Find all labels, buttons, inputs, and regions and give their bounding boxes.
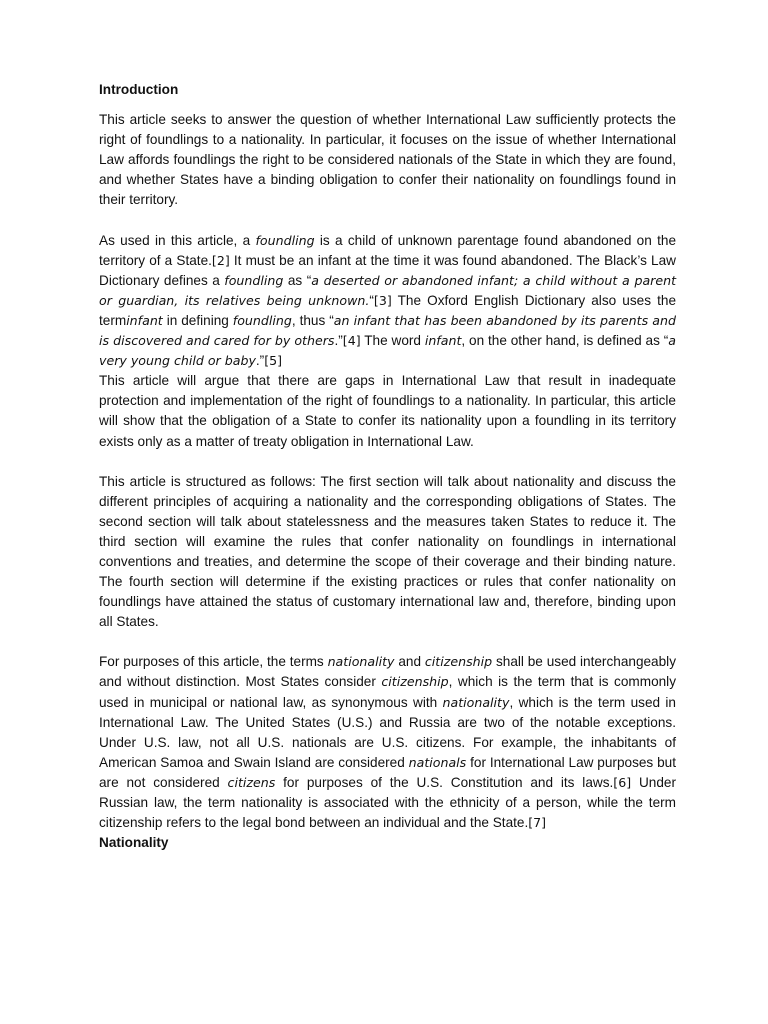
paragraph-spacer (99, 632, 676, 652)
paragraph-spacer (99, 211, 676, 231)
term-infant: infant (424, 333, 462, 349)
quote-infant-definition: a very young child or baby (99, 333, 677, 369)
paragraph-argument: This article will argue that there are gaps in International Law that result in inadequate protection and implementation of the right of foundlings to a nationality. In particular, this article will show that the obligation of a State to confer its nationality upon a foundling in its territory exists only as a matter of treaty obligation in International Law. (99, 373, 676, 449)
heading-nationality: Nationality (99, 835, 169, 851)
footnote-ref-6[interactable]: [6] (613, 774, 632, 790)
term-citizens: citizens (227, 774, 276, 790)
quote-blacks-law: a deserted or abandoned infant; a child without a parent or guardian, its relatives being unknown. (99, 272, 677, 308)
term-nationality: nationality (442, 694, 510, 710)
term-nationals: nationals (408, 754, 467, 770)
document-page (99, 80, 676, 853)
heading-introduction: Introduction (99, 82, 179, 97)
term-foundling: foundling (232, 312, 292, 328)
paragraph-terms: For purposes of this article, the terms nationality and citizenship shall be used interchangeably and without distinction. Most States consider citizenship, which is the term that is commonly used in municipal or national law, as synonymous with nationality, which is the term used in International Law. The United States (U.S.) and Russia are two of the notable exceptions. Under U.S. law, not all U.S. nationals are U.S. citizens. For example, the inhabitants of American Samoa and Swain Island are considered nationals for International Law purposes but are not considered citizens for purposes of the U.S. Constitution and its laws.[6] Under Russian law, the term nationality is associated with the ethnicity of a person, while the term citizenship refers to the legal bond between an individual and the State.[7] (99, 654, 677, 831)
paragraph-purpose: This article seeks to answer the question of whether International Law sufficiently protects the right of foundlings to a nationality. In particular, it focuses on the issue of whether International Law affords foundlings the right to be considered nationals of the State in which they are found, and whether States have a binding obligation to confer their nationality on foundlings found in their territory. (99, 112, 676, 208)
footnote-ref-4[interactable]: [4] (342, 333, 361, 349)
term-nationality: nationality (327, 654, 395, 670)
footnote-ref-7[interactable]: [7] (528, 815, 547, 831)
paragraph-spacer (99, 452, 676, 472)
quote-oxford: an infant that has been abandoned by its parents and is discovered and cared for by others (99, 312, 676, 349)
term-foundling: foundling (255, 232, 315, 248)
term-citizenship: citizenship (424, 654, 493, 670)
footnote-ref-5[interactable]: [5] (264, 353, 283, 369)
term-citizenship: citizenship (381, 674, 449, 690)
paragraph-definition: As used in this article, a foundling is a child of unknown parentage found abandoned on the territory of a State.[2] It must be an infant at the time it was found abandoned. The Black’s Law Dictionary defines a foundling as “a deserted or abandoned infant; a child without a parent or guardian, its relatives being unknown.“[3] The Oxford English Dictionary also uses the terminfant in defining foundling, thus “an infant that has been abandoned by its parents and is discovered and cared for by others.”[4] The word infant, on the other hand, is defined as “a very young child or baby.”[5] (99, 232, 677, 369)
footnote-ref-3[interactable]: [3] (373, 292, 392, 308)
term-infant: infant (126, 312, 163, 328)
term-foundling: foundling (224, 272, 284, 288)
footnote-ref-2[interactable]: [2] (211, 252, 230, 268)
paragraph-structure: This article is structured as follows: The first section will talk about nationality and discuss the different principles of acquiring a nationality and the corresponding obligations of States. The second section will talk about statelessness and the measures taken States to reduce it. The third section will examine the rules that confer nationality on foundlings in international conventions and treaties, and determine the scope of their coverage and their binding nature. The fourth section will determine if the existing practices or rules that confer nationality on foundlings have attained the status of customary international law and, therefore, binding upon all States. (99, 473, 676, 630)
